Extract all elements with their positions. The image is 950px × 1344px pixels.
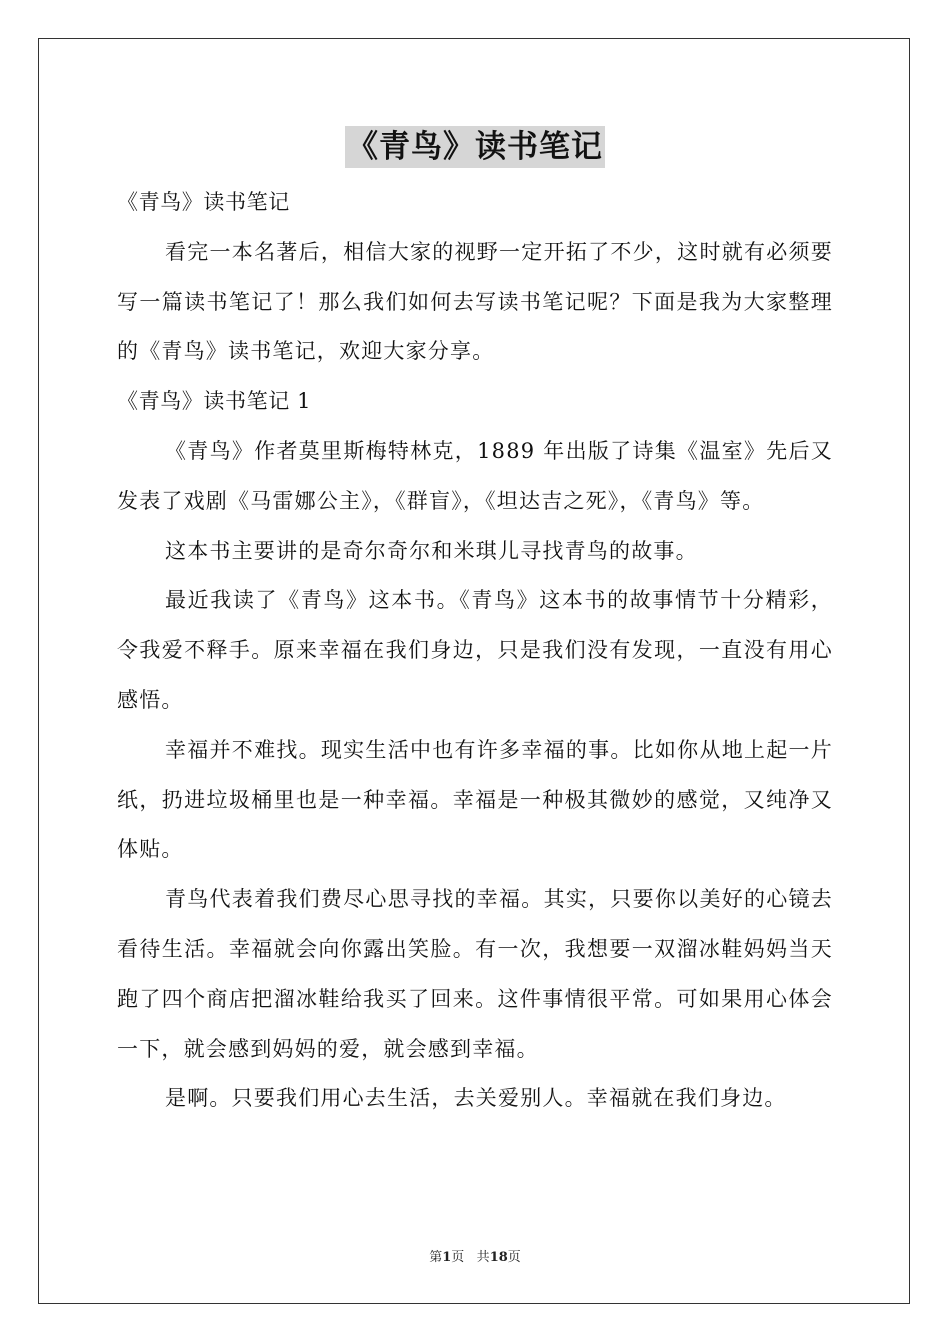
document-title: 《青鸟》读书笔记 [345,126,605,168]
section-heading: 《青鸟》读书笔记 1 [117,389,312,414]
body-paragraph: 最近我读了《青鸟》这本书。《青鸟》这本书的故事情节十分精彩，令我爱不释手。原来幸福在我们身边，只是我们没有发现，一直没有用心感悟。 [117,588,833,712]
body-paragraph: 是啊。只要我们用心去生活，去关爱别人。幸福就在我们身边。 [165,1086,787,1111]
body-paragraph: 这本书主要讲的是奇尔奇尔和米琪儿寻找青鸟的故事。 [165,538,698,563]
document-body [117,178,833,1124]
total-suffix: 页 [507,1250,521,1265]
body-paragraph: 青鸟代表着我们费尽心思寻找的幸福。其实，只要你以美好的心镜去看待生活。幸福就会向你露出笑脸。有一次，我想要一双溜冰鞋妈妈当天跑了四个商店把溜冰鞋给我买了回来。这件事情很平常。可如果用心体会一下，就会感到妈妈的爱，就会感到幸福。 [117,887,833,1061]
page-prefix: 第 [429,1250,443,1265]
total-prefix: 共 [476,1250,490,1265]
intro-paragraph: 看完一本名著后，相信大家的视野一定开拓了不少，这时就有必须要写一篇读书笔记了！那么我们如何去写读书笔记呢？下面是我为大家整理的《青鸟》读书笔记，欢迎大家分享。 [117,239,833,364]
body-paragraph: 《青鸟》作者莫里斯梅特林克，1889 年出版了诗集《温室》先后又发表了戏剧《马雷娜公主》，《群盲》，《坦达吉之死》，《青鸟》等。 [117,438,833,513]
page-footer [0,1246,950,1265]
subtitle-heading: 《青鸟》读书笔记 [117,190,290,214]
title-container [0,126,950,168]
body-paragraph: 幸福并不难找。现实生活中也有许多幸福的事。比如你从地上起一片纸，扔进垃圾桶里也是一种幸福。幸福是一种极其微妙的感觉，又纯净又体贴。 [117,737,833,862]
total-pages: 18 [489,1250,508,1265]
page-number: 1 [442,1250,452,1265]
page-suffix: 页 [451,1250,465,1265]
